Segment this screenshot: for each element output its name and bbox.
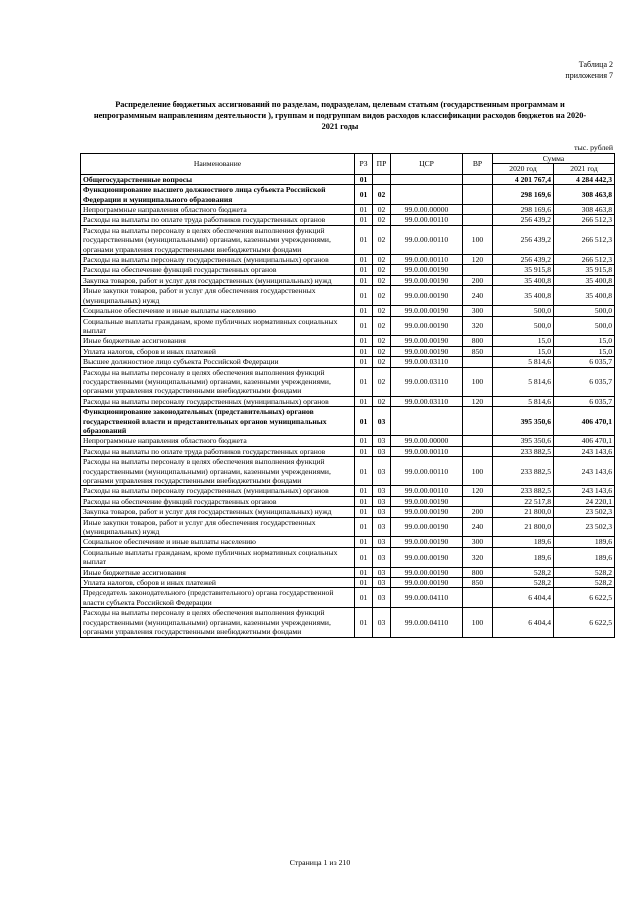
row-vr: 240 xyxy=(463,286,493,306)
row-pr: 02 xyxy=(373,316,391,336)
row-2020: 256 439,2 xyxy=(493,215,554,225)
row-2020: 189,6 xyxy=(493,547,554,567)
row-csr: 99.0.00.03110 xyxy=(391,367,463,396)
row-rz: 01 xyxy=(355,507,373,517)
row-name: Социальное обеспечение и иные выплаты населению xyxy=(81,537,355,547)
row-2021: 23 502,3 xyxy=(554,517,615,537)
row-2020: 395 350,6 xyxy=(493,407,554,436)
row-csr: 99.0.00.00110 xyxy=(391,225,463,254)
row-name: Социальные выплаты гражданам, кроме публичных нормативных социальных выплат xyxy=(81,547,355,567)
row-2020: 15,0 xyxy=(493,346,554,356)
row-rz: 01 xyxy=(355,275,373,285)
row-2020: 4 201 767,4 xyxy=(493,174,554,184)
row-2021: 266 512,3 xyxy=(554,255,615,265)
header-csr: ЦСР xyxy=(391,154,463,175)
table-row xyxy=(81,517,615,537)
row-name: Иные закупки товаров, работ и услуг для обеспечения государственных (муниципальных) нужд xyxy=(81,286,355,306)
header-pr: ПР xyxy=(373,154,391,175)
row-2021: 406 470,1 xyxy=(554,407,615,436)
row-name: Расходы на выплаты персоналу в целях обеспечения выполнения функций государственными (муниципальными) органами, казенными учреждениями, органами управления государственными внебюджетными фондами xyxy=(81,225,355,254)
row-pr: 03 xyxy=(373,537,391,547)
row-rz: 01 xyxy=(355,517,373,537)
row-2021: 266 512,3 xyxy=(554,215,615,225)
row-csr: 99.0.00.03110 xyxy=(391,357,463,367)
row-2021: 15,0 xyxy=(554,346,615,356)
header-name: Наименование xyxy=(81,154,355,175)
table-row xyxy=(81,225,615,254)
row-2021: 189,6 xyxy=(554,547,615,567)
row-rz: 01 xyxy=(355,306,373,316)
row-name: Иные бюджетные ассигнования xyxy=(81,567,355,577)
row-pr: 03 xyxy=(373,457,391,486)
table-row xyxy=(81,608,615,637)
row-rz: 01 xyxy=(355,588,373,608)
row-rz: 01 xyxy=(355,608,373,637)
row-vr: 120 xyxy=(463,396,493,406)
table-row xyxy=(81,486,615,496)
row-2021: 6 622,5 xyxy=(554,588,615,608)
row-name: Закупка товаров, работ и услуг для государственных (муниципальных) нужд xyxy=(81,507,355,517)
row-csr: 99.0.00.00190 xyxy=(391,547,463,567)
table-body xyxy=(81,174,615,637)
row-csr: 99.0.00.00190 xyxy=(391,306,463,316)
row-vr: 100 xyxy=(463,457,493,486)
row-pr: 03 xyxy=(373,567,391,577)
row-2020: 500,0 xyxy=(493,316,554,336)
row-pr: 02 xyxy=(373,275,391,285)
row-2021: 266 512,3 xyxy=(554,225,615,254)
row-vr xyxy=(463,215,493,225)
row-name: Расходы на обеспечение функций государственных органов xyxy=(81,496,355,506)
row-vr xyxy=(463,588,493,608)
row-name: Расходы на выплаты персоналу в целях обеспечения выполнения функций государственными (муниципальными) органами, казенными учреждениями, органами управления государственными внебюджетными фондами xyxy=(81,457,355,486)
budget-table xyxy=(80,153,615,638)
row-name: Функционирование законодательных (представительных) органов государственной власти и представительных органов муниципальных образований xyxy=(81,407,355,436)
page-footer: Страница 1 из 210 xyxy=(289,858,351,867)
row-rz: 01 xyxy=(355,367,373,396)
row-rz: 01 xyxy=(355,286,373,306)
table-row xyxy=(81,537,615,547)
row-vr: 200 xyxy=(463,275,493,285)
row-rz: 01 xyxy=(355,496,373,506)
row-vr xyxy=(463,436,493,446)
row-2020: 35 915,8 xyxy=(493,265,554,275)
row-2020: 5 814,6 xyxy=(493,357,554,367)
table-row xyxy=(81,567,615,577)
row-vr: 100 xyxy=(463,367,493,396)
row-2021: 189,6 xyxy=(554,537,615,547)
row-csr: 99.0.00.00000 xyxy=(391,205,463,215)
row-2020: 189,6 xyxy=(493,537,554,547)
row-pr: 03 xyxy=(373,517,391,537)
table-row xyxy=(81,286,615,306)
row-csr: 99.0.00.00000 xyxy=(391,436,463,446)
table-row xyxy=(81,457,615,486)
row-csr: 99.0.00.00190 xyxy=(391,567,463,577)
row-2020: 5 814,6 xyxy=(493,367,554,396)
row-vr xyxy=(463,174,493,184)
row-pr: 03 xyxy=(373,446,391,456)
row-csr xyxy=(391,174,463,184)
row-vr: 120 xyxy=(463,255,493,265)
row-2021: 243 143,6 xyxy=(554,457,615,486)
row-2021: 35 400,8 xyxy=(554,286,615,306)
row-2020: 298 169,6 xyxy=(493,185,554,205)
row-vr xyxy=(463,407,493,436)
row-vr: 320 xyxy=(463,547,493,567)
row-2020: 21 800,0 xyxy=(493,517,554,537)
row-rz: 01 xyxy=(355,357,373,367)
appendix-note: приложения 7 xyxy=(565,71,613,80)
row-csr: 99.0.00.00190 xyxy=(391,316,463,336)
row-rz: 01 xyxy=(355,407,373,436)
row-pr xyxy=(373,174,391,184)
table-row xyxy=(81,205,615,215)
row-rz: 01 xyxy=(355,457,373,486)
table-row xyxy=(81,255,615,265)
table-number-note: Таблица 2 xyxy=(578,60,613,69)
row-name: Закупка товаров, работ и услуг для государственных (муниципальных) нужд xyxy=(81,275,355,285)
row-vr: 200 xyxy=(463,507,493,517)
row-vr: 100 xyxy=(463,608,493,637)
row-csr: 99.0.00.00110 xyxy=(391,486,463,496)
row-2020: 256 439,2 xyxy=(493,225,554,254)
row-csr: 99.0.00.00190 xyxy=(391,578,463,588)
row-name: Иные закупки товаров, работ и услуг для обеспечения государственных (муниципальных) нужд xyxy=(81,517,355,537)
row-2020: 5 814,6 xyxy=(493,396,554,406)
row-2021: 24 220,1 xyxy=(554,496,615,506)
row-pr: 02 xyxy=(373,205,391,215)
row-csr: 99.0.00.04110 xyxy=(391,608,463,637)
row-vr: 240 xyxy=(463,517,493,537)
table-row xyxy=(81,578,615,588)
row-pr: 02 xyxy=(373,265,391,275)
row-name: Функционирование высшего должностного лица субъекта Российской Федерации и муниципального образования xyxy=(81,185,355,205)
row-name: Иные бюджетные ассигнования xyxy=(81,336,355,346)
table-row xyxy=(81,496,615,506)
row-2020: 395 350,6 xyxy=(493,436,554,446)
row-csr: 99.0.00.00190 xyxy=(391,346,463,356)
row-vr: 300 xyxy=(463,537,493,547)
table-row xyxy=(81,336,615,346)
row-pr: 03 xyxy=(373,547,391,567)
table-row xyxy=(81,446,615,456)
table-row xyxy=(81,367,615,396)
table-row xyxy=(81,265,615,275)
row-csr: 99.0.00.00190 xyxy=(391,265,463,275)
row-csr: 99.0.00.00110 xyxy=(391,215,463,225)
row-name: Расходы на обеспечение функций государственных органов xyxy=(81,265,355,275)
table-row xyxy=(81,185,615,205)
row-2020: 22 517,8 xyxy=(493,496,554,506)
row-rz: 01 xyxy=(355,486,373,496)
row-2020: 35 400,8 xyxy=(493,286,554,306)
row-2021: 308 463,8 xyxy=(554,185,615,205)
row-vr xyxy=(463,185,493,205)
row-vr: 300 xyxy=(463,306,493,316)
row-2020: 15,0 xyxy=(493,336,554,346)
table-row xyxy=(81,316,615,336)
units-label: тыс. рублей xyxy=(574,143,613,152)
row-csr: 99.0.00.00190 xyxy=(391,286,463,306)
row-rz: 01 xyxy=(355,215,373,225)
row-csr: 99.0.00.00110 xyxy=(391,457,463,486)
row-2020: 528,2 xyxy=(493,578,554,588)
row-pr: 03 xyxy=(373,496,391,506)
row-name: Высшее должностное лицо субъекта Российской Федерации xyxy=(81,357,355,367)
header-vr: ВР xyxy=(463,154,493,175)
table-row xyxy=(81,306,615,316)
row-pr: 02 xyxy=(373,367,391,396)
row-rz: 01 xyxy=(355,547,373,567)
row-pr: 02 xyxy=(373,255,391,265)
row-2021: 6 035,7 xyxy=(554,396,615,406)
row-name: Расходы на выплаты по оплате труда работников государственных органов xyxy=(81,446,355,456)
row-2020: 233 882,5 xyxy=(493,486,554,496)
row-rz: 01 xyxy=(355,225,373,254)
table-row xyxy=(81,174,615,184)
row-2021: 4 284 442,3 xyxy=(554,174,615,184)
row-pr: 03 xyxy=(373,578,391,588)
row-csr: 99.0.00.00190 xyxy=(391,517,463,537)
row-name: Расходы на выплаты персоналу государственных (муниципальных) органов xyxy=(81,486,355,496)
row-vr: 850 xyxy=(463,578,493,588)
row-vr xyxy=(463,265,493,275)
row-pr: 02 xyxy=(373,286,391,306)
row-name: Социальное обеспечение и иные выплаты населению xyxy=(81,306,355,316)
row-vr: 800 xyxy=(463,336,493,346)
header-2020: 2020 год xyxy=(493,164,554,174)
row-pr: 02 xyxy=(373,396,391,406)
row-2021: 308 463,8 xyxy=(554,205,615,215)
row-2021: 6 035,7 xyxy=(554,357,615,367)
row-pr: 03 xyxy=(373,608,391,637)
row-name: Расходы на выплаты персоналу в целях обеспечения выполнения функций государственными (муниципальными) органами, казенными учреждениями, органами управления государственными внебюджетными фондами xyxy=(81,608,355,637)
row-pr: 02 xyxy=(373,215,391,225)
header-sum: Сумма xyxy=(493,154,615,164)
row-vr: 120 xyxy=(463,486,493,496)
row-rz: 01 xyxy=(355,567,373,577)
row-pr: 02 xyxy=(373,306,391,316)
row-rz: 01 xyxy=(355,316,373,336)
row-csr: 99.0.00.00190 xyxy=(391,275,463,285)
row-csr xyxy=(391,407,463,436)
table-row xyxy=(81,275,615,285)
row-2020: 298 169,6 xyxy=(493,205,554,215)
row-2021: 406 470,1 xyxy=(554,436,615,446)
row-csr: 99.0.00.04110 xyxy=(391,588,463,608)
row-csr: 99.0.00.00190 xyxy=(391,537,463,547)
row-pr: 03 xyxy=(373,486,391,496)
header-rz: РЗ xyxy=(355,154,373,175)
row-csr: 99.0.00.00110 xyxy=(391,446,463,456)
row-rz: 01 xyxy=(355,436,373,446)
row-pr: 03 xyxy=(373,407,391,436)
row-2021: 500,0 xyxy=(554,306,615,316)
row-rz: 01 xyxy=(355,174,373,184)
row-2020: 233 882,5 xyxy=(493,446,554,456)
row-2020: 21 800,0 xyxy=(493,507,554,517)
row-vr xyxy=(463,446,493,456)
row-csr: 99.0.00.00190 xyxy=(391,336,463,346)
table-row xyxy=(81,407,615,436)
row-2021: 528,2 xyxy=(554,567,615,577)
row-pr: 02 xyxy=(373,185,391,205)
row-name: Расходы на выплаты персоналу государственных (муниципальных) органов xyxy=(81,396,355,406)
document-title: Распределение бюджетных ассигнований по разделам, подразделам, целевым статьям (государственным программам и непрограммным направлениям деятельности ), группам и подгруппам видов расходов классификации расходов бюджетов на 2020-2021 годы xyxy=(93,100,587,131)
header-2021: 2021 год xyxy=(554,164,615,174)
row-rz: 01 xyxy=(355,205,373,215)
row-name: Непрограммные направления областного бюджета xyxy=(81,436,355,446)
row-rz: 01 xyxy=(355,578,373,588)
row-pr: 02 xyxy=(373,357,391,367)
row-name: Уплата налогов, сборов и иных платежей xyxy=(81,578,355,588)
row-rz: 01 xyxy=(355,537,373,547)
row-2021: 23 502,3 xyxy=(554,507,615,517)
row-2021: 35 400,8 xyxy=(554,275,615,285)
row-pr: 03 xyxy=(373,436,391,446)
row-2020: 500,0 xyxy=(493,306,554,316)
row-vr: 100 xyxy=(463,225,493,254)
table-row xyxy=(81,357,615,367)
row-csr xyxy=(391,185,463,205)
row-2021: 243 143,6 xyxy=(554,486,615,496)
row-2021: 15,0 xyxy=(554,336,615,346)
row-name: Общегосударственные вопросы xyxy=(81,174,355,184)
row-rz: 01 xyxy=(355,185,373,205)
row-pr: 02 xyxy=(373,336,391,346)
row-2021: 500,0 xyxy=(554,316,615,336)
row-pr: 02 xyxy=(373,225,391,254)
row-name: Расходы на выплаты персоналу государственных (муниципальных) органов xyxy=(81,255,355,265)
row-rz: 01 xyxy=(355,346,373,356)
row-rz: 01 xyxy=(355,336,373,346)
row-csr: 99.0.00.00110 xyxy=(391,255,463,265)
table-row xyxy=(81,588,615,608)
row-csr: 99.0.00.00190 xyxy=(391,496,463,506)
row-rz: 01 xyxy=(355,396,373,406)
row-name: Непрограммные направления областного бюджета xyxy=(81,205,355,215)
row-rz: 01 xyxy=(355,446,373,456)
row-name: Расходы на выплаты персоналу в целях обеспечения выполнения функций государственными (муниципальными) органами, казенными учреждениями, органами управления государственными внебюджетными фондами xyxy=(81,367,355,396)
row-csr: 99.0.00.00190 xyxy=(391,507,463,517)
row-vr: 850 xyxy=(463,346,493,356)
table-row xyxy=(81,396,615,406)
table-row xyxy=(81,436,615,446)
row-pr: 03 xyxy=(373,588,391,608)
row-csr: 99.0.00.03110 xyxy=(391,396,463,406)
row-2021: 6 622,5 xyxy=(554,608,615,637)
row-2020: 233 882,5 xyxy=(493,457,554,486)
row-rz: 01 xyxy=(355,255,373,265)
row-2021: 528,2 xyxy=(554,578,615,588)
row-2020: 6 404,4 xyxy=(493,608,554,637)
row-vr: 800 xyxy=(463,567,493,577)
row-name: Социальные выплаты гражданам, кроме публичных нормативных социальных выплат xyxy=(81,316,355,336)
row-rz: 01 xyxy=(355,265,373,275)
row-2020: 35 400,8 xyxy=(493,275,554,285)
table-row xyxy=(81,215,615,225)
row-name: Уплата налогов, сборов и иных платежей xyxy=(81,346,355,356)
row-2021: 243 143,6 xyxy=(554,446,615,456)
row-pr: 02 xyxy=(373,346,391,356)
row-2020: 256 439,2 xyxy=(493,255,554,265)
row-vr xyxy=(463,357,493,367)
row-2021: 6 035,7 xyxy=(554,367,615,396)
row-2020: 528,2 xyxy=(493,567,554,577)
table-row xyxy=(81,507,615,517)
row-pr: 03 xyxy=(373,507,391,517)
row-2021: 35 915,8 xyxy=(554,265,615,275)
row-name: Председатель законодательного (представительного) органа государственной власти субъекта Российской Федерации xyxy=(81,588,355,608)
table-row xyxy=(81,346,615,356)
table-row xyxy=(81,547,615,567)
row-2020: 6 404,4 xyxy=(493,588,554,608)
row-vr xyxy=(463,205,493,215)
row-vr: 320 xyxy=(463,316,493,336)
row-name: Расходы на выплаты по оплате труда работников государственных органов xyxy=(81,215,355,225)
row-vr xyxy=(463,496,493,506)
